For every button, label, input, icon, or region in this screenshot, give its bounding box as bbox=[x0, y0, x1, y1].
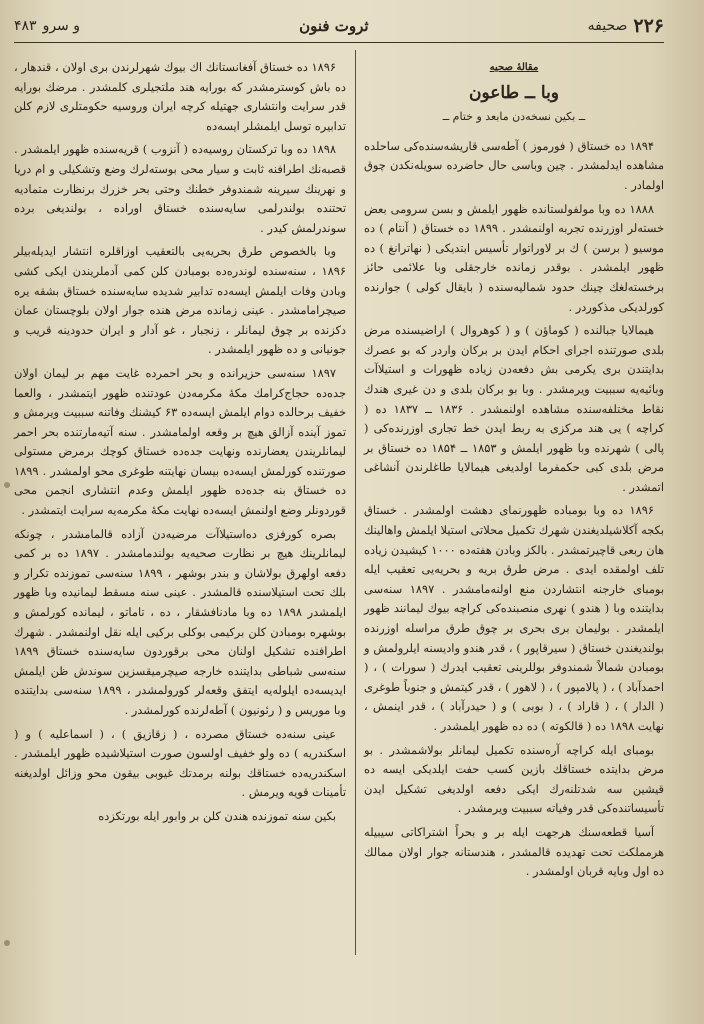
paragraph: آسیا قطعه‌سنك هرجهت ایله بر و بحراً اشتراکاتی سیبیله هرمملکت تحت تهدیده قالمشدر ، هندستانه جوار اولان ممالك ده اول وبایه قربان اولمشدر . bbox=[364, 824, 664, 879]
margin-ink-spot bbox=[4, 940, 10, 946]
paragraph: بومبای ایله کراچه آره‌سنده تکمیل لیمانلر بولاشمشدر . بو مرض بدایتده خستاقك بازین کسب حفت ایلدیکی ایسه ده قیشین سه شدتلنه‌رك ایکی دفعه اولدیغی تشکیل ایدن تأسیساتنده‌کی قدر وفیاته سببیت ویرمشدر . bbox=[364, 742, 664, 816]
page-number-right: ۲۲۶ bbox=[633, 15, 664, 37]
column-divider bbox=[355, 50, 356, 955]
paragraph: بصره‌ کورفزی ده‌استیلاآت مرضیه‌دن آزاده قالمامشدر ، چونکه لیمانلرینك هیچ بر نظارت صحیه‌یه بولندمامشدر . ۱۸۹۷ ده بر کمی دفعه اولهرق بولاشان و بندر بوشهر ، ۱۸۹۹ سنه‌سی تموزنده تکرار و بلك تحت استیلاسنده قالمشدر . عینی سنه مسقط لیمانیده وبا ظهور ایلمشدر ۱۸۹۸ ده وبا مادنافشقار ، ده ، تاماتو ، لیمانده کورلمش و بوشهره بومبادن کلن برکیمی بوکلی برکیی ایله نقل اولنمشدر . شهرك اطرافنده تشکیل اولنان محی برقوردون سایه‌سنده خستاق ۱۸۹۹ سنه‌سی شباطی بدایتنده خارجه صیچرمیقسزین سوندش ظن ایلمش ایدیسه‌ده ایلوله‌یه ایتفق وقعه‌لر کورولمشدر ، ۱۸۹۹ سنه‌سی بدایتنده وبا موریس و ( رئونیون ) آطه‌لرنده کورلمشدر . bbox=[14, 526, 346, 717]
paragraph: ۱۸۹۶ ده وبا بومباده ظهورنمای دهشت اولمشدر . خستاق بکجه آکلاشیلدیغندن شهرك تکمیل محلاتی استیلا ایلمش واهالینك هان ربعی قاچیرتمشدر . بالکز وبادن هفته‌ده ۱۰۰۰ کیشیدن زیاده تلف اولمقده ایدی . مرض طرق بریه و بحریه‌یی تعقیب ایله بومبای خارجنه انتشاردن منع اولنه‌مامشدر . ۱۸۹۷ سنه‌سی بدایتنده وبا ( هندو ) نهری منصبنده‌کی کراچه بیوك لیمانند ظهور ایلمشدر . بولیمان بری بحری بر چوق طرق مراسله اوزرنده بولندیغندن خستاق ( سیرقاپور ) ، قدر هندو وادیسنه ایلرولمش و بومبادن شمالاً شمندوفر بوللرینی تعقیب ایدرك ( سورات ) ، ( احمدآباد ) ، ( پالامپور ) ، ( لاهور ) ، قدر کیتمش و جنوباً طوغری ( الدار ) ، ( قاراد ) ، ( بوبی ) و ( حیدرآباد ) ، قدر اینمش ، نهایت ۱۸۹۸ ده ( قالکوته ) ده ده ظهور ایلمشدر . bbox=[364, 503, 664, 733]
paragraph: وبا بالخصوص طرق بحریه‌یی بالتعقیب اوزاقلره انتشار ایدیله‌بیلر ۱۸۹۶ ، سنه‌سنده لوندره‌ده بومبادن کلن کمی آدملریندن ایکی کشی وبادن وفات ایلمش ایسه‌ده تدابیر شدیده سایه‌سنده خستاق بشقه یره صیچرامامشدر . عینی زمانده مرض هنده جوار اولان بلوچستان عمان دکزنده بر چوق لیمانلر ، زنجبار ، غو آدار و ایران حدودینه قریب و جونیانی و ده ظهور ایلمشدر . bbox=[14, 244, 346, 357]
page-number-left: ۴۸۳ bbox=[14, 18, 37, 34]
page-header bbox=[14, 12, 664, 40]
right-column bbox=[364, 58, 664, 886]
publication-title: ثروت فنون bbox=[299, 17, 369, 35]
section-label: صحیفه bbox=[587, 18, 628, 34]
paragraph: بکین سنه تموزنده هندن کلن بر وابور ایله بورتکزده bbox=[98, 808, 336, 823]
issue-date: و سرو bbox=[42, 18, 80, 34]
article-title: وبا ــ طاعون bbox=[468, 82, 560, 103]
paragraph: عینی سنه‌ده خستاق مصرده ، ( زقازیق ) ، ( اسماعلیه ) و ( اسکندریه ) ده ولو خفیف اولسون صورت استیلاشیده ظهور ایلمشدر . اسکندریه‌ده خستاقك بولنه برمدتك غیوبی بیقون محو وزائل اولدیغنه تأمینات قویه ویرمش . bbox=[14, 726, 346, 800]
paragraph: هیمالایا جبالنده ( کوماؤن ) و ( کوهروال ) اراضیسنده مرض بلدی صورتنده اجرای احکام ایدن بر برکان واردر که بو عصرك بدایتندن بری یکرمی بش دفعه‌دن زیاده ظهورات و استیلاآت وبائیه‌یه سببیت ویرمشدر . وبا بو برکان بلدی و دن غیری هندك نقاط مختلفه‌سنده مشاهده اولنمشدر . ۱۸۳۶ ــ ۱۸۳۷ ده ( کراچه ) یی هند مرکزی به ربط ایدن خط تجاری اوزرنده‌کی ( پالی ) شهرنده وبا ظهور ایلمش و ۱۸۵۳ ــ ۱۸۵۴ ده خستاق بر مرض بلدی کبی حکمفرما اولدیغی هیمالایا طاغلرندن آنشاغی اتمشدر . bbox=[364, 323, 665, 494]
left-column bbox=[14, 58, 346, 831]
margin-ink-spot bbox=[4, 482, 10, 488]
paragraph: ۱۸۸۸ ده وبا مولفولستانده ظهور ایلمش و بسن سرومی بعض خسته‌لر اوزرنده تجربه اولنمشدر . ۱۸۹۹ ده خستاق ( آنتام ) ده موسیو ( برسن ) ك بر لاوراتوار تأسیس ابتدیکی ( نهاترانغ ) ده ظهور ایلمشدر . بوقدر زمانده خارجقلی وبا علائمی حائز برخسته‌لغك چینك حدود شمالیه‌سنده ( بایقال کولی ) جوارنده کورلدیکی مذکوردر . bbox=[364, 201, 664, 314]
paragraph: ۱۸۹۶ ده خستاق آفغانستانك اك بیوك شهرلرندن بری اولان ، قندهار ، ده باش کوسترمشدر که بورایه هند ملتجیلری کلمشدر . مرضك بورایه قدر سرایت وانتشاری جهتیله کرچه ایران وروسیه حکومتلری لازم کلن تدابیره توسل ایلمشلر ایسه‌ده bbox=[14, 60, 346, 133]
paragraph: ۱۸۹۸ ده وبا ترکستان روسیه‌ده ( آنزوب ) قریه‌سنده ظهور ایلمشدر . قصبه‌نك اطرافنه ثابت و سیار محی بوسته‌لرك وضع وتشکیلی و ام دریا و نهرینك سیرینه شمندوفر خطنك وحتی بحر خزرك برنظارت متمادیه تحتنده بولندرلمی سایه‌سنده خستاق اوراده ، بولندیغی برده سوندرلمش کیدر . bbox=[14, 142, 346, 235]
header-left-group bbox=[14, 18, 80, 34]
article-kicker: مقالهٔ صحیه bbox=[489, 62, 539, 73]
paragraph: ۱۸۹۴ ده خستاق ( فورموز ) آطه‌سی قاریشه‌سنده‌کی ساحلده مشاهده ایدلمشدر . چین وباسی حال حاضرده سویله‌نکدن چوق اولمادر . bbox=[364, 138, 664, 192]
header-rule bbox=[14, 42, 664, 43]
paragraph: ۱۸۹۷ سنه‌سی حزیرانده و بحر احمرده غایت مهم بر لیمان اولان جده‌ده حجاج‌کرامك مکهٔ مکرمه‌دن عودتنده ظهور ایتمشدر ، والعما خفیف برحالده دوام ایلمش ایسه‌ده ۶۳ کیشنك وفاتنه سببیت ویرمش و تموز آینده آزالق هیچ بر وقعه اولمامشدر . سنه آتیه‌مارتنده بحر احمر لیمانلریندن یعضارنده ونهایت جده‌ده خستاق کوچك برمرض مستولی صورتنده کورلمش ایسه‌ده بیسان نهایتنه طوغری محو اولمشدر . ۱۸۹۹ ده خستاق بنه جده‌ده ظهور ایلمش وعدم انتشاری انجمن محی قوردونلر وضع اولنمش ایسه‌ده نهایت مکهٔ مکرمه‌یه سرایت ایتمشدر . bbox=[14, 365, 346, 518]
header-right-group bbox=[588, 15, 664, 37]
article-subtitle: ــ بکین نسخه‌دن مابعد و ختام ــ bbox=[442, 110, 586, 124]
